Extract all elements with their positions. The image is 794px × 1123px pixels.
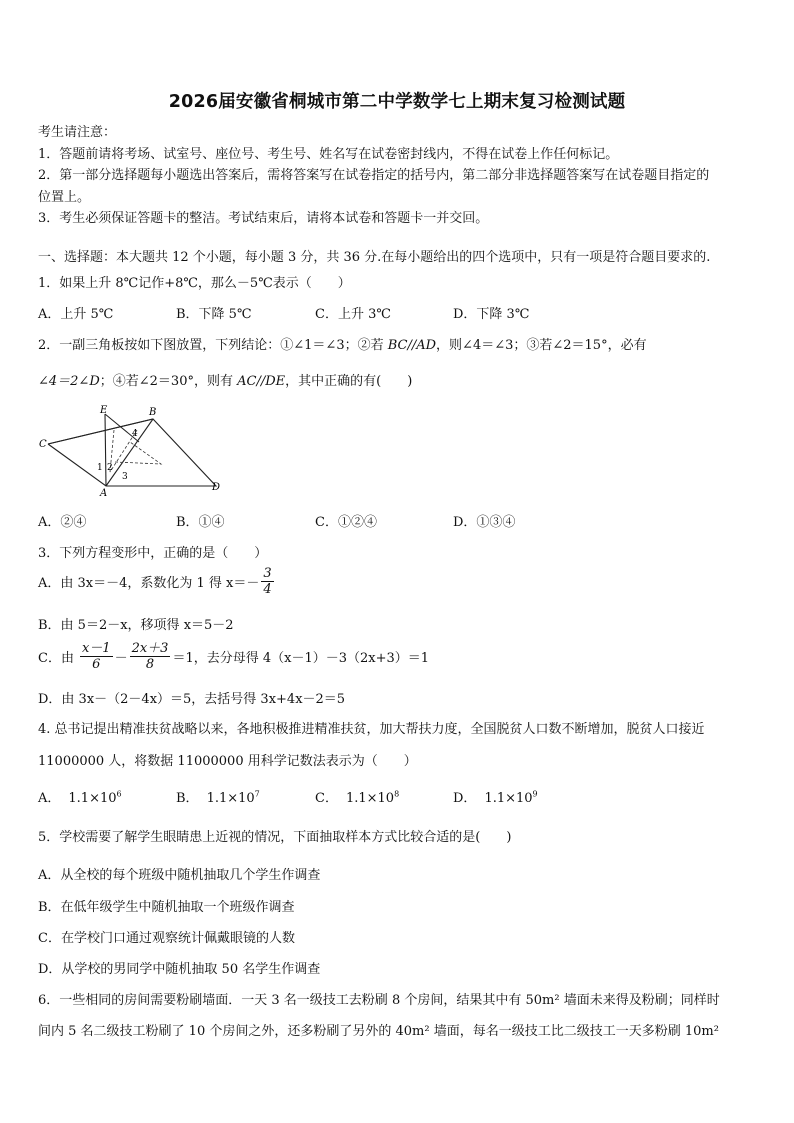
fraction-denominator: 8 bbox=[145, 657, 155, 672]
q3-option-c bbox=[38, 641, 429, 672]
q2-figure-label: B bbox=[149, 407, 157, 418]
q2-stem-line2 bbox=[38, 370, 412, 389]
q5-option-d: D．从学校的男同学中随机抽取 50 名学生作调查 bbox=[38, 962, 321, 977]
q2-figure-label: 1 bbox=[97, 463, 103, 473]
q3-option-a bbox=[38, 566, 276, 597]
option-base: 1.1×10 bbox=[68, 791, 117, 806]
q2-stem-math: BC//AD bbox=[387, 338, 437, 353]
q2-stem-line1 bbox=[38, 334, 647, 353]
q1-option-b: B．下降 5℃ bbox=[176, 307, 252, 322]
option-label: B． bbox=[176, 791, 199, 806]
section-heading: 一、选择题：本大题共 12 个小题，每小题 3 分，共 36 分.在每小题给出的四个选项中，只有一项是符合题目要求的. bbox=[38, 250, 711, 265]
option-base: 1.1×10 bbox=[345, 791, 395, 806]
notice-item-1: 1．答题前请将考场、试室号、座位号、考生号、姓名写在试卷密封线内，不得在试卷上作任何标记。 bbox=[38, 147, 619, 162]
q6-stem-line2: 间内 5 名二级技工粉刷了 10 个房间之外，还多粉刷了另外的 40m² 墙面，每名一级技工比二级技工一天多粉刷 10m² bbox=[38, 1024, 719, 1039]
q3-option-a-fraction bbox=[261, 566, 273, 597]
q2-figure-label: D bbox=[212, 482, 221, 493]
q2-option-d: D．①③④ bbox=[453, 515, 516, 530]
q5-option-a: A．从全校的每个班级中随机抽取几个学生作调查 bbox=[38, 868, 321, 883]
q3-option-c-minus: － bbox=[114, 651, 128, 666]
q3-option-c-pre: C．由 bbox=[38, 651, 74, 666]
q5-option-b: B．在低年级学生中随机抽取一个班级作调查 bbox=[38, 900, 295, 915]
option-label: D． bbox=[453, 791, 477, 806]
option-base: 1.1×10 bbox=[484, 791, 533, 806]
q4-option-d bbox=[453, 787, 538, 806]
q3-option-b: B．由 5＝2－x，移项得 x＝5－2 bbox=[38, 618, 234, 633]
q4-option-b bbox=[176, 787, 260, 806]
option-exponent: 8 bbox=[394, 789, 400, 799]
q2-stem-part: 2．一副三角板按如下图放置，下列结论：①∠1＝∠3；②若 bbox=[38, 338, 388, 353]
q2-stem-part: ，其中正确的有( ) bbox=[285, 374, 413, 389]
q4-option-a bbox=[38, 787, 122, 806]
q2-option-b: B．①④ bbox=[176, 515, 225, 530]
q3-option-c-fraction-2 bbox=[130, 641, 171, 672]
q1-option-d: D．下降 3℃ bbox=[453, 307, 530, 322]
page-title: 2026届安徽省桐城市第二中学数学七上期末复习检测试题 bbox=[168, 92, 626, 112]
q3-option-c-fraction-1 bbox=[80, 641, 113, 672]
q2-figure-label: A bbox=[100, 488, 108, 498]
q5-stem: 5．学校需要了解学生眼睛患上近视的情况，下面抽取样本方式比较合适的是( ) bbox=[38, 830, 512, 845]
q2-figure-label: C bbox=[39, 439, 47, 450]
q4-stem-line2: 11000000 人，将数据 11000000 用科学记数法表示为（ ） bbox=[38, 754, 417, 769]
notice-item-3: 3．考生必须保证答题卡的整洁。考试结束后，请将本试卷和答题卡一并交回。 bbox=[38, 211, 489, 226]
q3-option-a-text: A．由 3x＝－4，系数化为 1 得 x＝－ bbox=[38, 576, 260, 591]
notice-item-2-cont: 位置上。 bbox=[38, 190, 91, 205]
q5-option-c: C．在学校门口通过观察统计佩戴眼镜的人数 bbox=[38, 931, 295, 946]
q2-option-a: A．②④ bbox=[38, 515, 87, 530]
q3-option-c-post: ＝1，去分母得 4（x－1）－3（2x+3）＝1 bbox=[172, 651, 430, 666]
q2-option-c: C．①②④ bbox=[315, 515, 377, 530]
q2-figure-label: 2 bbox=[107, 463, 113, 473]
q6-stem-line1: 6．一些相同的房间需要粉刷墙面．一天 3 名一级技工去粉刷 8 个房间，结果其中有 50m² 墙面未来得及粉刷；同样时 bbox=[38, 993, 720, 1008]
q4-option-c bbox=[315, 787, 399, 806]
option-exponent: 9 bbox=[532, 789, 538, 799]
q2-triangle-figure bbox=[36, 402, 236, 498]
q2-figure-label: 4 bbox=[132, 429, 138, 439]
q1-option-c: C．上升 3℃ bbox=[315, 307, 391, 322]
fraction-numerator: x－1 bbox=[81, 641, 111, 656]
q3-option-d: D．由 3x－（2－4x）＝5，去括号得 3x+4x－2＝5 bbox=[38, 692, 346, 707]
q2-stem-math: AC//DE bbox=[237, 374, 286, 389]
q2-stem-part: ；④若∠2＝30°，则有 bbox=[99, 374, 238, 389]
fraction-numerator: 2x＋3 bbox=[131, 641, 169, 656]
fraction-denominator: 6 bbox=[92, 657, 101, 672]
option-exponent: 6 bbox=[116, 789, 122, 799]
fraction-denominator: 4 bbox=[263, 582, 272, 597]
fraction-numerator: 3 bbox=[263, 566, 272, 581]
option-base: 1.1×10 bbox=[206, 791, 255, 806]
notice-item-2: 2．第一部分选择题每小题选出答案后，需将答案写在试卷指定的括号内，第二部分非选择题答案写在试卷题目指定的 bbox=[38, 168, 710, 183]
q3-stem: 3．下列方程变形中，正确的是（ ） bbox=[38, 546, 268, 561]
q2-figure-label: 3 bbox=[122, 472, 128, 482]
q2-figure-label: E bbox=[100, 405, 108, 416]
notice-heading: 考生请注意： bbox=[38, 125, 117, 140]
q2-stem-math: ∠4＝2∠D bbox=[38, 374, 100, 389]
q1-option-a: A．上升 5℃ bbox=[38, 307, 114, 322]
option-label: C． bbox=[315, 791, 338, 806]
option-exponent: 7 bbox=[254, 789, 260, 799]
q2-stem-part: ，则∠4＝∠3；③若∠2＝15°，必有 bbox=[436, 338, 647, 353]
q1-stem: 1．如果上升 8℃记作+8℃，那么－5℃表示（ ） bbox=[38, 276, 351, 291]
option-label: A． bbox=[38, 791, 61, 806]
q4-stem-line1: 4. 总书记提出精准扶贫战略以来，各地积极推进精准扶贫，加大帮扶力度，全国脱贫人口数不断增加，脱贫人口接近 bbox=[38, 722, 705, 737]
